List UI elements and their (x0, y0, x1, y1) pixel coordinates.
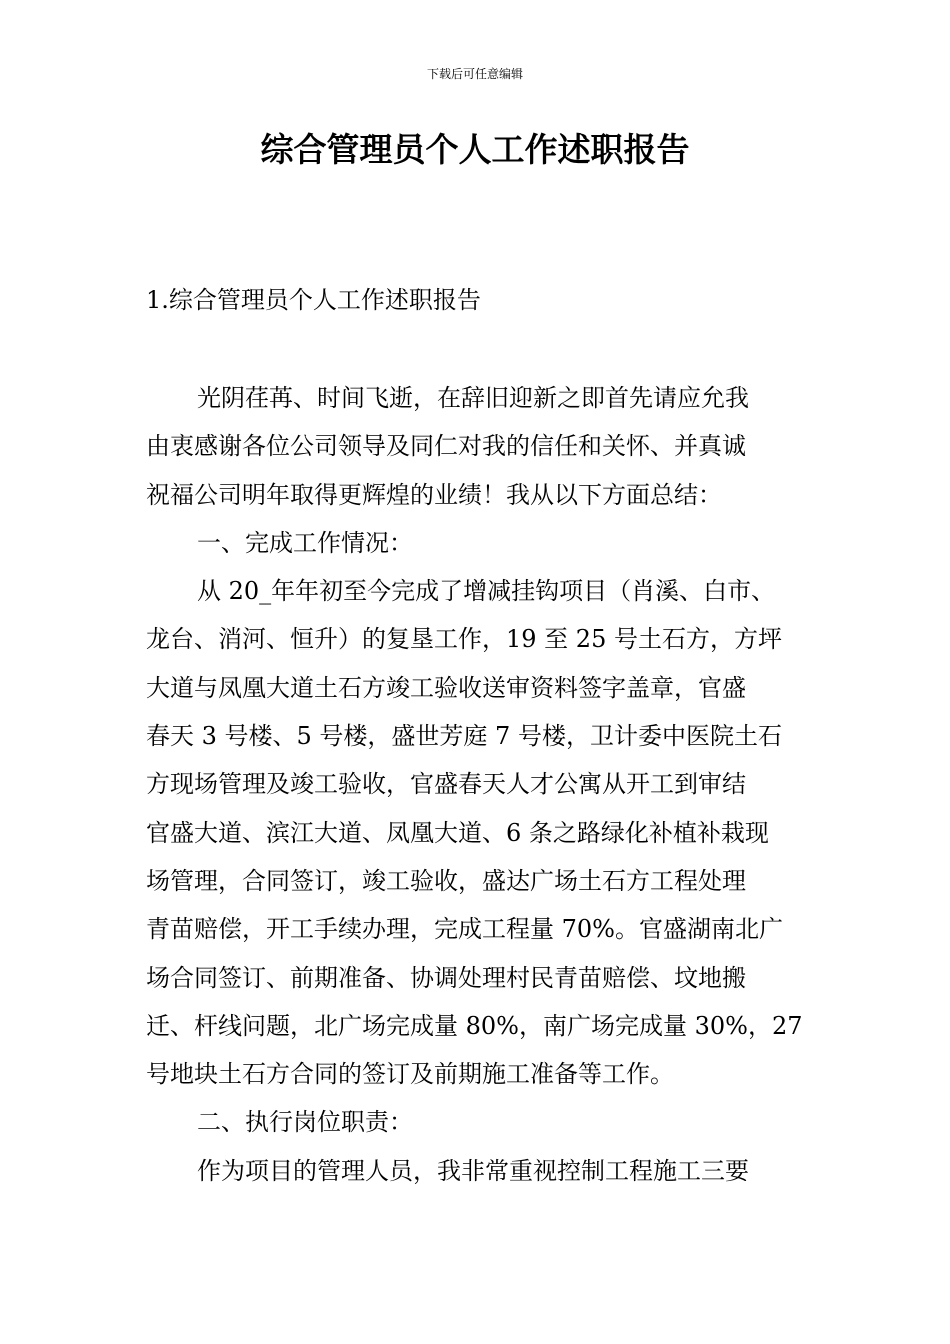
subheading-line: 二、执行岗位职责： (197, 1108, 413, 1137)
section-heading: 1.综合管理员个人工作述职报告 (146, 286, 481, 314)
paragraph-line: 方现场管理及竣工验收，官盛春天人才公寓从开工到审结 (146, 770, 746, 799)
paragraph-line: 场管理，合同签订，竣工验收，盛达广场土石方工程处理 (146, 866, 746, 895)
paragraph-line: 作为项目的管理人员，我非常重视控制工程施工三要 (197, 1156, 749, 1185)
header-note: 下载后可任意编辑 (426, 67, 523, 81)
document-title: 综合管理员个人工作述职报告 (260, 130, 690, 169)
paragraph-line: 号地块土石方合同的签订及前期施工准备等工作。 (146, 1060, 674, 1089)
paragraph-line: 从 20_年年初至今完成了增减挂钩项目（肖溪、白市、 (197, 577, 776, 606)
body-text (146, 374, 826, 1195)
paragraph-line: 祝福公司明年取得更辉煌的业绩！我从以下方面总结： (146, 480, 722, 509)
paragraph-line: 青苗赔偿，开工手续办理，完成工程量 70%。官盛湖南北广 (146, 915, 783, 944)
paragraph-line: 场合同签订、前期准备、协调处理村民青苗赔偿、坟地搬 (146, 963, 746, 992)
paragraph-line: 光阴荏苒、时间飞逝，在辞旧迎新之即首先请应允我 (197, 384, 749, 412)
paragraph-line: 官盛大道、滨江大道、凤凰大道、6 条之路绿化补植补栽现 (146, 818, 769, 847)
paragraph-line: 春天 3 号楼、5 号楼，盛世芳庭 7 号楼，卫计委中医院土石 (146, 722, 782, 751)
paragraph-line: 大道与凤凰大道土石方竣工验收送审资料签字盖章，官盛 (146, 673, 746, 702)
paragraph-line: 由衷感谢各位公司领导及同仁对我的信任和关怀、并真诚 (146, 432, 746, 461)
paragraph-line: 龙台、消河、恒升）的复垦工作，19 至 25 号土石方，方坪 (146, 625, 782, 654)
paragraph-line: 迁、杆线问题，北广场完成量 80%，南广场完成量 30%，27 (146, 1011, 803, 1040)
subheading-line: 一、完成工作情况： (197, 528, 413, 557)
